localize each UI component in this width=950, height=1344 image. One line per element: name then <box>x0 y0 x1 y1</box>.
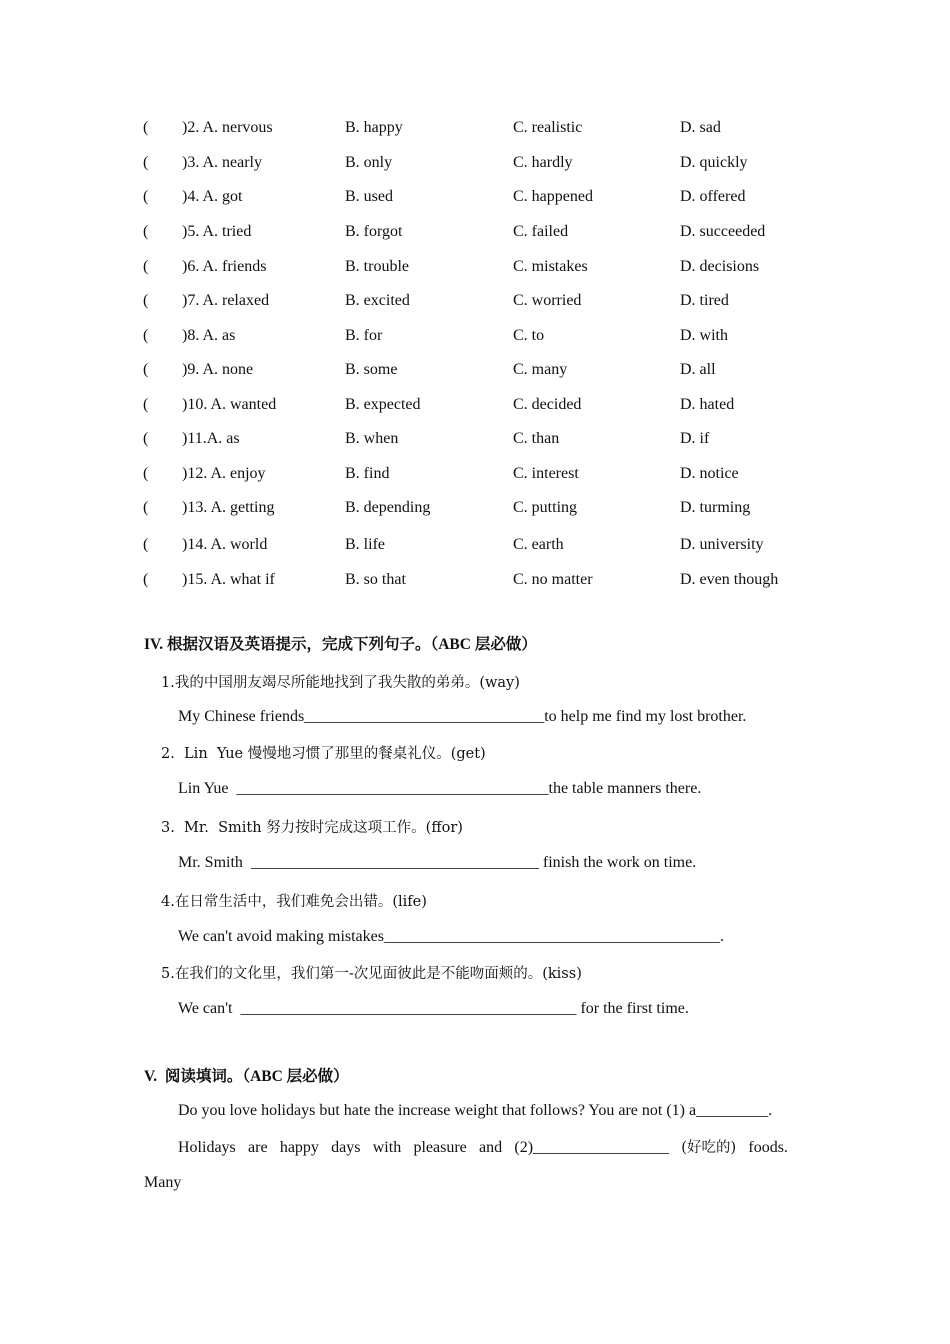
option-b: B. for <box>345 327 383 344</box>
question-option-a: )3. A. nearly <box>182 154 262 171</box>
passage-word: happy <box>279 1139 319 1156</box>
reading-passage-line-3: Many <box>144 1174 182 1191</box>
option-b: B. depending <box>345 499 431 516</box>
translation-prompt-2: 2. Lin Yue 慢慢地习惯了那里的餐桌礼仪。(get) <box>161 746 486 762</box>
question-row <box>0 570 950 594</box>
passage-word: pleasure <box>413 1139 467 1156</box>
option-d: D. if <box>680 430 710 447</box>
answer-blank-paren[interactable]: ( <box>143 119 149 136</box>
option-d: D. university <box>680 536 764 553</box>
question-row <box>0 291 950 315</box>
passage-word: Holidays <box>178 1139 236 1156</box>
option-c: C. many <box>513 361 568 378</box>
option-c: C. failed <box>513 223 569 240</box>
option-c: C. putting <box>513 499 578 516</box>
option-c: C. happened <box>513 188 593 205</box>
option-b: B. excited <box>345 292 410 309</box>
option-b: B. forgot <box>345 223 403 240</box>
section-5-heading: V. 阅读填词。（ABC 层必做） <box>144 1068 349 1085</box>
option-b: B. find <box>345 465 390 482</box>
answer-blank-paren[interactable]: ( <box>143 361 149 378</box>
question-option-a: )15. A. what if <box>182 571 275 588</box>
answer-blank-paren[interactable]: ( <box>143 188 149 205</box>
option-d: D. turming <box>680 499 751 516</box>
question-row <box>0 326 950 350</box>
passage-word: with <box>372 1139 402 1156</box>
option-b: B. used <box>345 188 393 205</box>
option-c: C. worried <box>513 292 582 309</box>
option-c: C. hardly <box>513 154 573 171</box>
question-row <box>0 257 950 281</box>
translation-prompt-1: 1.我的中国朋友竭尽所能地找到了我失散的弟弟。(way) <box>161 675 520 691</box>
option-c: C. mistakes <box>513 258 588 275</box>
question-option-a: )12. A. enjoy <box>182 465 266 482</box>
option-b: B. only <box>345 154 393 171</box>
question-row <box>0 464 950 488</box>
translation-answer-line-2[interactable]: Lin Yue _______________________________________the table manners there. <box>178 780 702 797</box>
option-d: D. even though <box>680 571 779 588</box>
option-b: B. trouble <box>345 258 409 275</box>
option-b: B. life <box>345 536 385 553</box>
translation-prompt-5: 5.在我们的文化里，我们第一-次见面彼此是不能吻面颊的。(kiss) <box>161 966 582 982</box>
question-row <box>0 395 950 419</box>
option-c: C. realistic <box>513 119 583 136</box>
option-c: C. earth <box>513 536 564 553</box>
question-row <box>0 498 950 522</box>
option-c: C. to <box>513 327 545 344</box>
question-option-a: )4. A. got <box>182 188 243 205</box>
translation-answer-line-1[interactable]: My Chinese friends______________________________to help me find my lost brother. <box>178 708 747 725</box>
option-b: B. when <box>345 430 399 447</box>
answer-blank-paren[interactable]: ( <box>143 396 149 413</box>
question-option-a: )10. A. wanted <box>182 396 277 413</box>
answer-blank-paren[interactable]: ( <box>143 465 149 482</box>
answer-blank-paren[interactable]: ( <box>143 327 149 344</box>
option-d: D. sad <box>680 119 721 136</box>
option-b: B. expected <box>345 396 421 413</box>
question-row <box>0 153 950 177</box>
option-b: B. so that <box>345 571 406 588</box>
question-row <box>0 118 950 142</box>
question-option-a: )14. A. world <box>182 536 268 553</box>
option-d: D. quickly <box>680 154 748 171</box>
option-d: D. all <box>680 361 716 378</box>
option-d: D. offered <box>680 188 746 205</box>
question-option-a: )2. A. nervous <box>182 119 273 136</box>
passage-word: (2)_________________ <box>514 1139 670 1156</box>
reading-passage-line-2[interactable] <box>178 1138 788 1158</box>
option-d: D. with <box>680 327 728 344</box>
option-b: B. happy <box>345 119 403 136</box>
question-option-a: )8. A. as <box>182 327 236 344</box>
option-c: C. no matter <box>513 571 593 588</box>
passage-word: (好吃的) <box>681 1140 737 1156</box>
answer-blank-paren[interactable]: ( <box>143 258 149 275</box>
translation-prompt-3: 3. Mr. Smith 努力按时完成这项工作。(ffor) <box>161 820 463 836</box>
answer-blank-paren[interactable]: ( <box>143 430 149 447</box>
answer-blank-paren[interactable]: ( <box>143 292 149 309</box>
passage-word: days <box>331 1139 361 1156</box>
answer-blank-paren[interactable]: ( <box>143 571 149 588</box>
question-option-a: )13. A. getting <box>182 499 275 516</box>
answer-blank-paren[interactable]: ( <box>143 499 149 516</box>
passage-word: are <box>248 1139 268 1156</box>
question-row <box>0 187 950 211</box>
question-row <box>0 360 950 384</box>
question-row <box>0 429 950 453</box>
question-option-a: )5. A. tried <box>182 223 252 240</box>
option-d: D. notice <box>680 465 739 482</box>
translation-answer-line-3[interactable]: Mr. Smith ____________________________________ finish the work on time. <box>178 854 697 871</box>
question-row <box>0 222 950 246</box>
translation-answer-line-4[interactable]: We can't avoid making mistakes__________________________________________. <box>178 928 724 945</box>
question-option-a: )7. A. relaxed <box>182 292 270 309</box>
passage-word: foods. <box>748 1139 788 1156</box>
option-d: D. succeeded <box>680 223 766 240</box>
option-c: C. than <box>513 430 560 447</box>
option-d: D. decisions <box>680 258 760 275</box>
translation-answer-line-5[interactable]: We can't __________________________________________ for the first time. <box>178 1000 689 1017</box>
section-4-heading: IV. 根据汉语及英语提示，完成下列句子。（ABC 层必做） <box>144 636 537 653</box>
question-row <box>0 535 950 559</box>
answer-blank-paren[interactable]: ( <box>143 536 149 553</box>
answer-blank-paren[interactable]: ( <box>143 154 149 171</box>
option-c: C. decided <box>513 396 582 413</box>
translation-prompt-4: 4.在日常生活中，我们难免会出错。(life) <box>161 894 427 910</box>
reading-passage-line-1[interactable]: Do you love holidays but hate the increase weight that follows? You are not (1) a_________. <box>178 1102 773 1119</box>
question-option-a: )6. A. friends <box>182 258 267 275</box>
question-option-a: )11.A. as <box>182 430 240 447</box>
question-option-a: )9. A. none <box>182 361 254 378</box>
option-c: C. interest <box>513 465 579 482</box>
answer-blank-paren[interactable]: ( <box>143 223 149 240</box>
option-d: D. hated <box>680 396 735 413</box>
option-b: B. some <box>345 361 398 378</box>
option-d: D. tired <box>680 292 729 309</box>
passage-word: and <box>479 1139 503 1156</box>
